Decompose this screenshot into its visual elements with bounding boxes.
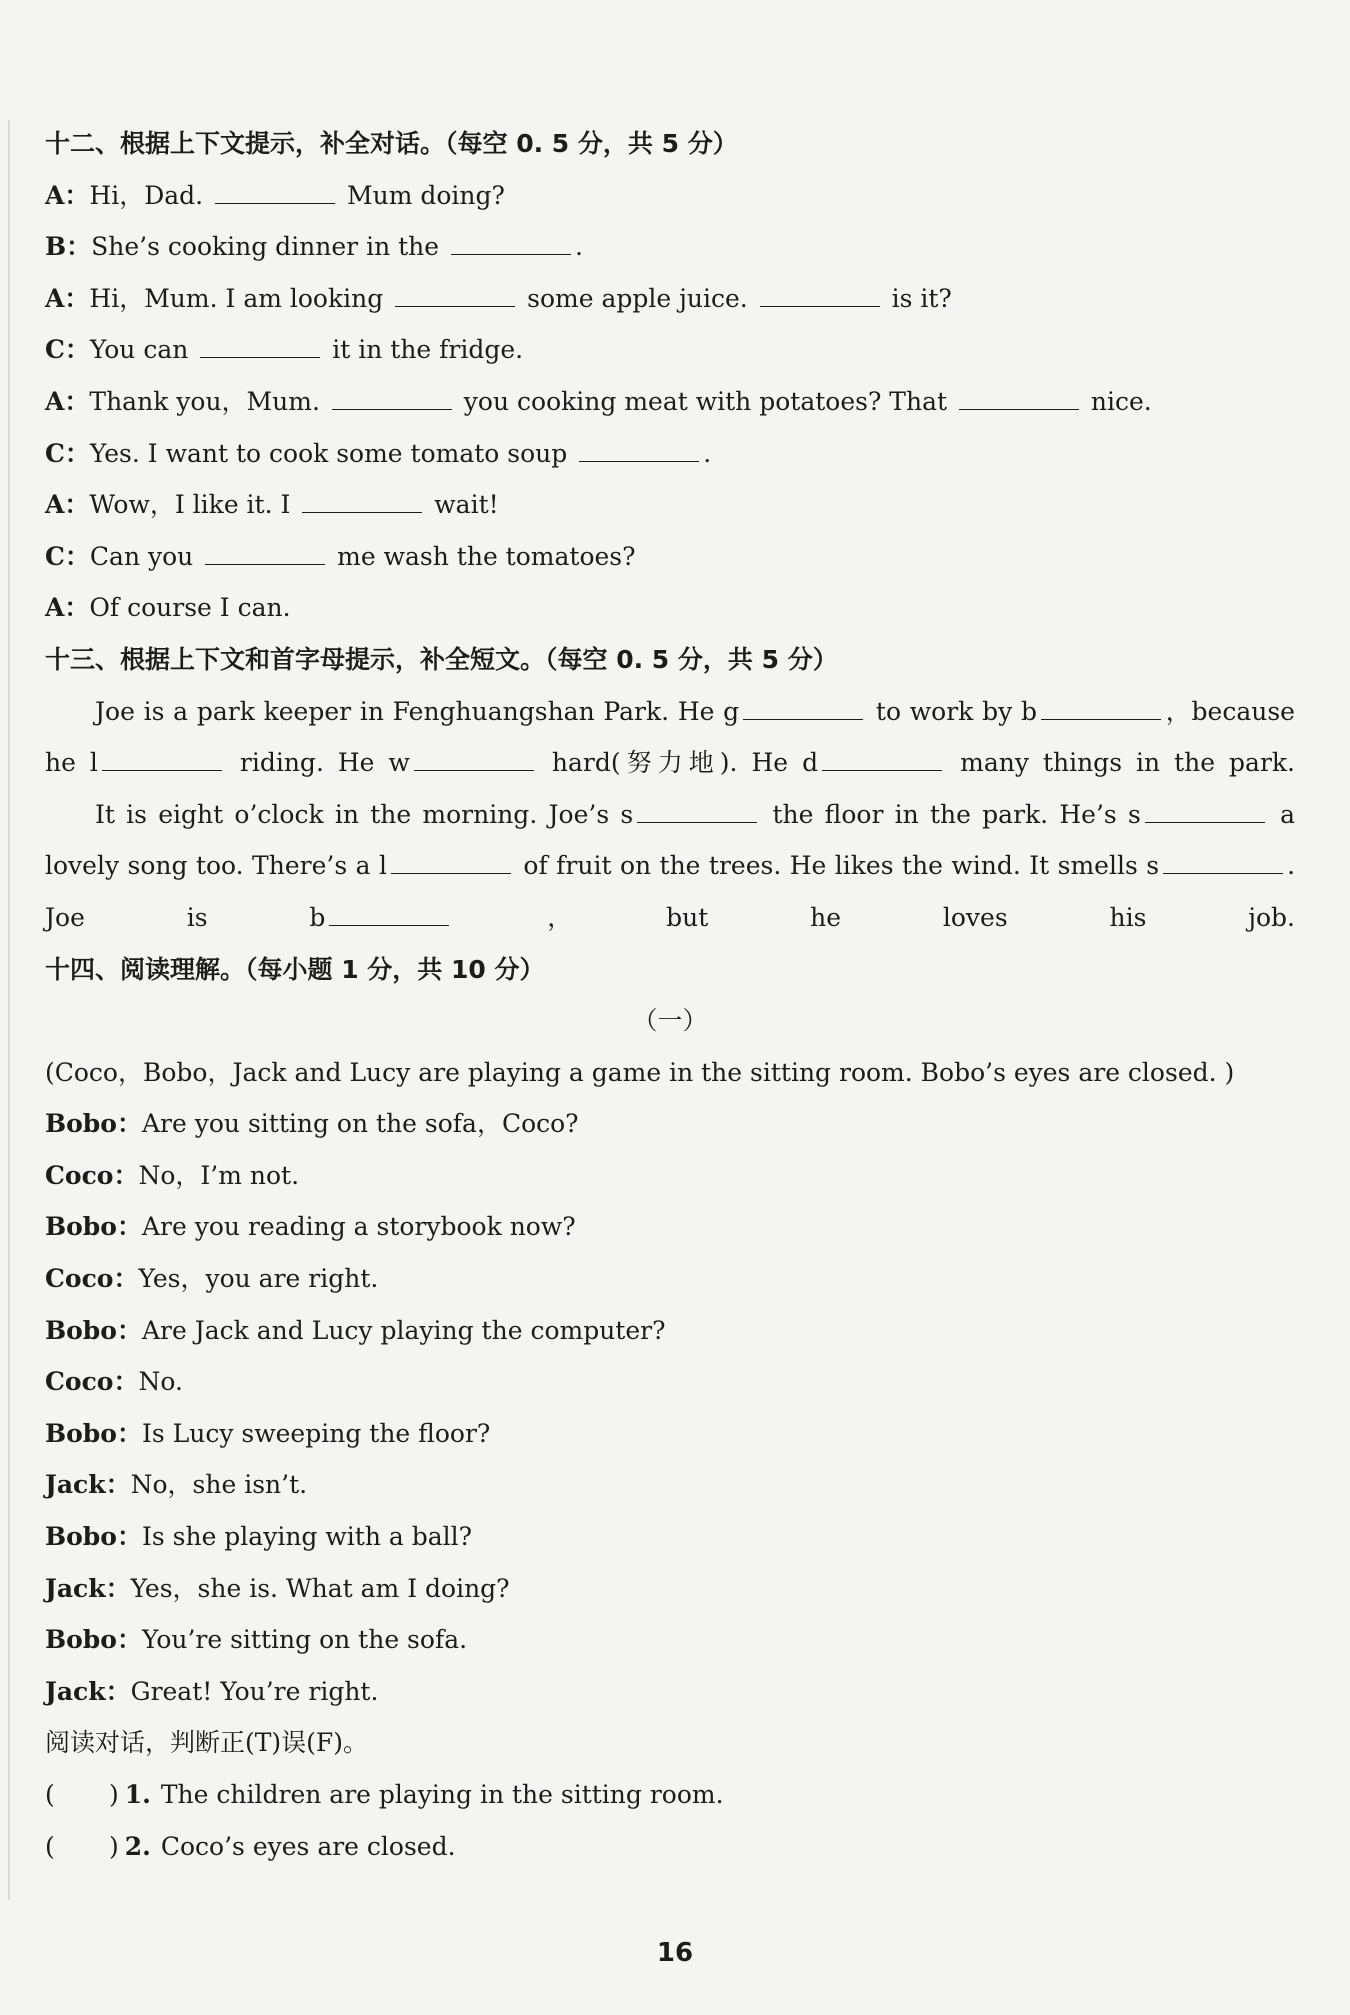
speaker-name: Bobo <box>45 1212 117 1242</box>
answer-bracket[interactable] <box>45 1769 109 1821</box>
speaker-name: Coco <box>45 1160 114 1190</box>
question-number: 1. <box>124 1780 151 1809</box>
dialogue-text: me wash the tomatoes? <box>329 541 636 571</box>
dialogue-text: Yes. I want to cook some tomato soup <box>89 438 576 468</box>
answer-blank[interactable] <box>1145 794 1265 823</box>
dialogue-text: Are Jack and Lucy playing the computer? <box>141 1315 666 1345</box>
speaker-colon: ： <box>116 1418 142 1448</box>
dialogue-text: it in the fridge. <box>324 335 524 365</box>
tf-question <box>45 1821 1295 1873</box>
reading-dialogue-line <box>45 1511 1295 1563</box>
answer-blank[interactable] <box>822 742 942 771</box>
dialogue-text: . <box>575 232 583 262</box>
speaker-name: Bobo <box>45 1625 117 1655</box>
answer-blank[interactable] <box>451 226 571 255</box>
reading-dialogue-line <box>45 1356 1295 1408</box>
dialogue-text: Thank you，Mum. <box>89 386 328 416</box>
bracket-close: ) <box>109 1831 119 1861</box>
reading-dialogue-line <box>45 1666 1295 1718</box>
speaker-colon: ： <box>113 1160 139 1190</box>
dialogue-line <box>45 221 1295 273</box>
speaker-colon: ： <box>116 1212 142 1242</box>
dialogue-text: Mum doing? <box>339 180 505 210</box>
speaker-label: C： <box>45 335 90 365</box>
dialogue-text: Wow，I like it. I <box>89 490 299 520</box>
question-text: Coco’s eyes are closed. <box>160 1831 456 1861</box>
speaker-colon: ： <box>105 1573 131 1603</box>
dialogue-text: wait! <box>426 490 499 520</box>
speaker-colon: ： <box>116 1109 142 1139</box>
speaker-label: B： <box>45 232 92 262</box>
dialogue-text: Great! You’re right. <box>130 1676 379 1706</box>
dialogue-text: She’s cooking dinner in the <box>91 232 448 262</box>
answer-blank[interactable] <box>302 484 422 513</box>
dialogue-line <box>45 324 1295 376</box>
section-13-heading: 十三、根据上下文和首字母提示，补全短文。（每空 0. 5 分，共 5 分） <box>45 644 838 674</box>
reading-dialogue-line <box>45 1614 1295 1666</box>
dialogue-text: You can <box>89 335 197 365</box>
tf-instruction: 阅读对话，判断正(T)误(F)。 <box>45 1728 369 1758</box>
dialogue-text: Yes，you are right. <box>138 1264 379 1294</box>
reading-dialogue-line <box>45 1305 1295 1357</box>
dialogue-text: Is she playing with a ball? <box>141 1522 473 1552</box>
dialogue-line <box>45 376 1295 428</box>
reading-dialogue-line <box>45 1408 1295 1460</box>
bracket-close: ) <box>109 1780 119 1809</box>
reading-dialogue-line <box>45 1459 1295 1511</box>
speaker-label: A： <box>45 490 90 520</box>
dialogue-text: Of course I can. <box>89 593 291 623</box>
speaker-label: C： <box>45 438 90 468</box>
speaker-colon: ： <box>116 1625 142 1655</box>
dialogue-text: No，I’m not. <box>138 1160 300 1190</box>
dialogue-line <box>45 170 1295 222</box>
speaker-colon: ： <box>116 1522 142 1552</box>
answer-blank[interactable] <box>200 329 320 358</box>
answer-bracket[interactable] <box>45 1821 109 1873</box>
answer-blank[interactable] <box>102 742 222 771</box>
dialogue-line <box>45 273 1295 325</box>
tf-questions <box>45 1769 1295 1872</box>
speaker-colon: ： <box>105 1676 131 1706</box>
bracket-open: ( <box>45 1780 55 1809</box>
speaker-label: A： <box>45 283 90 313</box>
reading-dialogue-line <box>45 1150 1295 1202</box>
dialogue-text: . <box>703 438 712 468</box>
answer-blank[interactable] <box>579 433 699 462</box>
dialogue-line <box>45 582 1295 634</box>
speaker-name: Bobo <box>45 1109 117 1139</box>
speaker-name: Jack <box>45 1470 106 1500</box>
tf-question <box>45 1769 1295 1821</box>
passage-paragraph-1: Joe is a park keeper in Fenghuangshan Park. He g to work by b ，because he l riding. He w hard(努力地). He d many things in the park. <box>45 686 1295 789</box>
answer-blank[interactable] <box>1163 845 1283 874</box>
question-number: 2. <box>124 1831 151 1861</box>
answer-blank[interactable] <box>760 278 880 307</box>
dialogue-text: Hi，Mum. I am looking <box>89 283 392 313</box>
section-12-dialogue <box>45 170 1295 634</box>
answer-blank[interactable] <box>1041 691 1161 720</box>
speaker-colon: ： <box>113 1264 139 1294</box>
reading-intro: (Coco，Bobo，Jack and Lucy are playing a game in the sitting room. Bobo’s eyes are closed. ) <box>45 1057 1235 1087</box>
dialogue-text: No. <box>138 1367 183 1397</box>
speaker-label: A： <box>45 180 90 210</box>
answer-blank[interactable] <box>215 175 335 204</box>
reading-dialogue-line <box>45 1563 1295 1615</box>
bracket-open: ( <box>45 1831 55 1861</box>
speaker-name: Jack <box>45 1676 106 1706</box>
reading-dialogue <box>45 1098 1295 1717</box>
dialogue-text: Yes，she is. What am I doing? <box>130 1573 510 1603</box>
reading-dialogue-line <box>45 1201 1295 1253</box>
answer-blank[interactable] <box>743 691 863 720</box>
dialogue-line <box>45 531 1295 583</box>
speaker-label: C： <box>45 541 90 571</box>
reading-dialogue-line <box>45 1253 1295 1305</box>
dialogue-text: Is Lucy sweeping the floor? <box>141 1418 491 1448</box>
dialogue-text: nice. <box>1082 386 1152 416</box>
speaker-label: A： <box>45 593 90 623</box>
section-14-heading: 十四、阅读理解。（每小题 1 分，共 10 分） <box>45 954 545 984</box>
answer-blank[interactable] <box>391 845 511 874</box>
worksheet-page <box>45 118 1295 1872</box>
answer-blank[interactable] <box>395 278 515 307</box>
dialogue-text: is it? <box>883 283 952 313</box>
dialogue-line <box>45 428 1295 480</box>
dialogue-line <box>45 479 1295 531</box>
speaker-name: Bobo <box>45 1522 117 1552</box>
reading-dialogue-line <box>45 1098 1295 1150</box>
dialogue-text: Are you reading a storybook now? <box>141 1212 576 1242</box>
passage-paragraph-2: It is eight o’clock in the morning. Joe’s s the floor in the park. He’s s a lovely song too. There’s a l of fruit on the trees. He likes the wind. It smells s . Joe is b ，but he loves his job. <box>45 789 1295 944</box>
speaker-name: Coco <box>45 1264 114 1294</box>
margin-line <box>8 120 10 1900</box>
answer-blank[interactable] <box>414 742 534 771</box>
answer-blank[interactable] <box>329 897 449 926</box>
speaker-colon: ： <box>113 1367 139 1397</box>
dialogue-text: some apple juice. <box>519 283 756 313</box>
page-number: 16 <box>656 1938 694 1968</box>
dialogue-text: Are you sitting on the sofa，Coco? <box>141 1109 579 1139</box>
dialogue-text: You’re sitting on the sofa. <box>141 1625 468 1655</box>
speaker-label: A： <box>45 386 90 416</box>
dialogue-text: Can you <box>89 541 202 571</box>
section-12-heading: 十二、根据上下文提示，补全对话。（每空 0. 5 分，共 5 分） <box>45 129 738 158</box>
speaker-colon: ： <box>105 1470 131 1500</box>
answer-blank[interactable] <box>332 381 452 410</box>
speaker-name: Jack <box>45 1573 106 1603</box>
answer-blank[interactable] <box>959 381 1079 410</box>
dialogue-text: No，she isn’t. <box>130 1470 308 1500</box>
answer-blank[interactable] <box>205 536 325 565</box>
speaker-name: Bobo <box>45 1418 117 1448</box>
dialogue-text: you cooking meat with potatoes? That <box>455 386 955 416</box>
speaker-name: Coco <box>45 1367 114 1397</box>
reading-part-label: （一） <box>632 1006 708 1036</box>
answer-blank[interactable] <box>637 794 757 823</box>
speaker-colon: ： <box>116 1315 142 1345</box>
speaker-name: Bobo <box>45 1315 117 1345</box>
dialogue-text: Hi，Dad. <box>89 180 212 210</box>
question-text: The children are playing in the sitting room. <box>160 1780 724 1809</box>
